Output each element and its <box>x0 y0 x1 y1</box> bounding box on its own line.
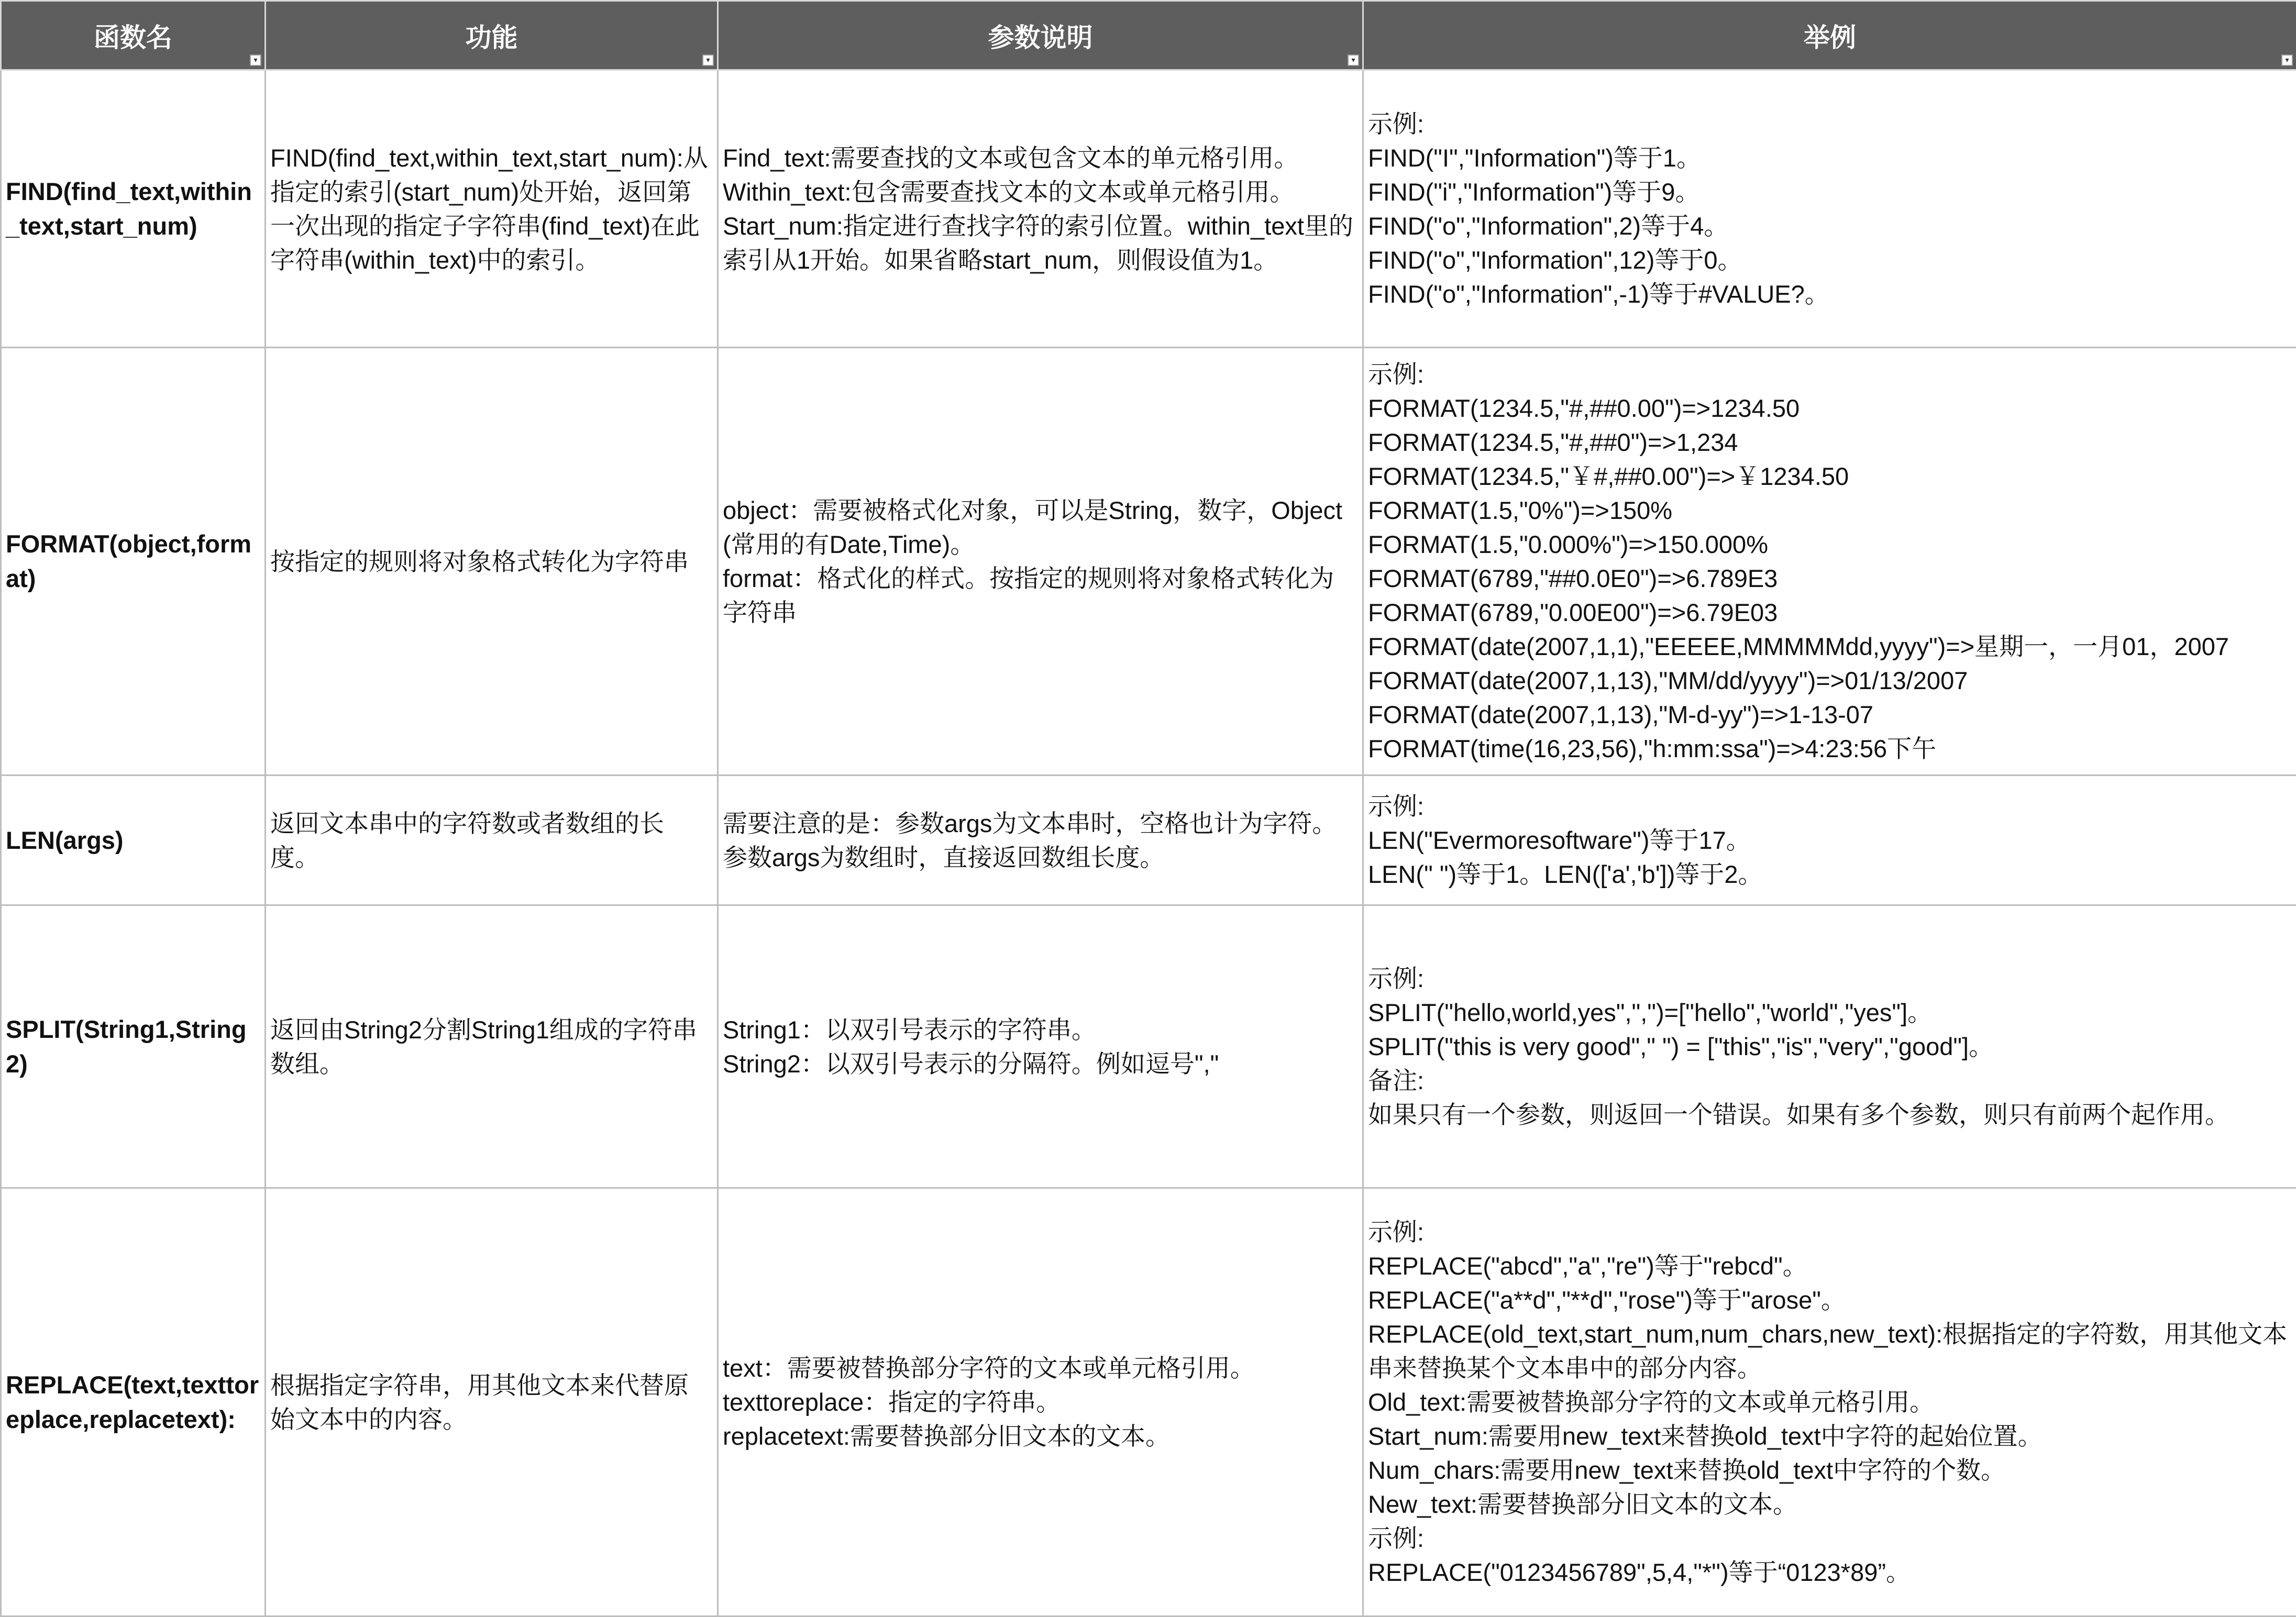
param-line: format：格式化的样式。按指定的规则将对象格式转化为字符串 <box>723 561 1358 629</box>
example-line: 示例: <box>1368 1521 2292 1555</box>
table-row <box>1 348 2296 776</box>
example-line: 示例: <box>1368 789 2292 823</box>
example-line: FIND("I","Information")等于1。 <box>1368 141 2292 175</box>
example-line: FORMAT(6789,"0.00E00")=>6.79E03 <box>1368 595 2292 629</box>
header-function[interactable] <box>266 1 718 70</box>
example-line: 示例: <box>1368 961 2292 995</box>
dropdown-filter-icon[interactable]: ▾ <box>1348 54 1359 66</box>
example-line: REPLACE(old_text,start_num,num_chars,new_text):根据指定的字符数，用其他文本串来替换某个文本串中的部分内容。 <box>1368 1317 2292 1385</box>
cell-example[interactable] <box>1363 348 2296 776</box>
table-row <box>1 70 2296 348</box>
example-line: FIND("o","Information",2)等于4。 <box>1368 209 2292 243</box>
example-line: FIND("i","Information")等于9。 <box>1368 175 2292 209</box>
header-params-label: 参数说明 <box>988 23 1093 52</box>
example-line: SPLIT("hello,world,yes",",")=["hello","world","yes"]。 <box>1368 995 2292 1029</box>
cell-params[interactable] <box>718 348 1363 776</box>
cell-params[interactable] <box>718 1188 1363 1616</box>
cell-function-name[interactable]: REPLACE(text,texttoreplace,replacetext): <box>1 1188 266 1616</box>
cell-function-name[interactable]: FORMAT(object,format) <box>1 348 266 776</box>
cell-example[interactable] <box>1363 70 2296 348</box>
example-line: Old_text:需要被替换部分字符的文本或单元格引用。 <box>1368 1385 2292 1419</box>
example-line: FIND("o","Information",12)等于0。 <box>1368 243 2292 277</box>
header-example-label: 举例 <box>1804 23 1856 52</box>
example-line: FIND("o","Information",-1)等于#VALUE?。 <box>1368 277 2292 311</box>
param-line: text：需要被替换部分字符的文本或单元格引用。 <box>723 1351 1358 1385</box>
header-row <box>1 1 2296 70</box>
table-row <box>1 905 2296 1188</box>
header-name[interactable] <box>1 1 266 70</box>
dropdown-filter-icon[interactable]: ▾ <box>250 54 261 66</box>
example-line: FORMAT(date(2007,1,13),"M-d-yy")=>1-13-07 <box>1368 697 2292 732</box>
cell-example[interactable] <box>1363 1188 2296 1616</box>
cell-function-name[interactable]: SPLIT(String1,String2) <box>1 905 266 1188</box>
cell-function-desc[interactable]: 根据指定字符串，用其他文本来代替原始文本中的内容。 <box>266 1188 718 1616</box>
header-function-label: 功能 <box>466 23 518 52</box>
table-row <box>1 776 2296 905</box>
example-line: FORMAT(6789,"##0.0E0")=>6.789E3 <box>1368 561 2292 595</box>
example-line: FORMAT(1.5,"0.000%")=>150.000% <box>1368 527 2292 561</box>
param-line: 需要注意的是：参数args为文本串时，空格也计为字符。参数args为数组时，直接返回数组长度。 <box>723 806 1358 874</box>
example-line: Start_num:需要用new_text来替换old_text中字符的起始位置。 <box>1368 1419 2292 1453</box>
dropdown-filter-icon[interactable]: ▾ <box>702 54 714 66</box>
example-line: New_text:需要替换部分旧文本的文本。 <box>1368 1487 2292 1521</box>
param-line: Within_text:包含需要查找文本的文本或单元格引用。 <box>723 175 1358 209</box>
example-line: REPLACE("abcd","a","re")等于"rebcd"。 <box>1368 1249 2292 1283</box>
cell-params[interactable] <box>718 70 1363 348</box>
header-example[interactable] <box>1363 1 2296 70</box>
cell-params[interactable] <box>718 776 1363 905</box>
cell-example[interactable] <box>1363 905 2296 1188</box>
example-line: 示例: <box>1368 1215 2292 1249</box>
header-name-label: 函数名 <box>94 23 172 52</box>
param-line: Find_text:需要查找的文本或包含文本的单元格引用。 <box>723 141 1358 175</box>
param-line: replacetext:需要替换部分旧文本的文本。 <box>723 1419 1358 1453</box>
example-line: 如果只有一个参数，则返回一个错误。如果有多个参数，则只有前两个起作用。 <box>1368 1098 2292 1132</box>
param-line: String1：以双引号表示的字符串。 <box>723 1013 1358 1047</box>
header-params[interactable] <box>718 1 1363 70</box>
example-line: 示例: <box>1368 107 2292 141</box>
cell-function-desc[interactable]: 返回文本串中的字符数或者数组的长度。 <box>266 776 718 905</box>
example-line: FORMAT(1234.5,"￥#,##0.00")=>￥1234.50 <box>1368 459 2292 493</box>
example-line: LEN(" ")等于1。LEN(['a','b'])等于2。 <box>1368 857 2292 891</box>
example-line: Num_chars:需要用new_text来替换old_text中字符的个数。 <box>1368 1453 2292 1487</box>
cell-function-name[interactable]: LEN(args) <box>1 776 266 905</box>
cell-function-desc[interactable]: 返回由String2分割String1组成的字符串数组。 <box>266 905 718 1188</box>
example-line: FORMAT(1.5,"0%")=>150% <box>1368 493 2292 527</box>
table-row <box>1 1188 2296 1616</box>
cell-function-desc[interactable]: FIND(find_text,within_text,start_num):从指定的索引(start_num)处开始，返回第一次出现的指定子字符串(find_text)在此字符串(within_text)中的索引。 <box>266 70 718 348</box>
cell-function-name[interactable]: FIND(find_text,within_text,start_num) <box>1 70 266 348</box>
example-line: FORMAT(date(2007,1,13),"MM/dd/yyyy")=>01/13/2007 <box>1368 663 2292 697</box>
example-line: FORMAT(1234.5,"#,##0.00")=>1234.50 <box>1368 391 2292 425</box>
example-line: FORMAT(date(2007,1,1),"EEEEE,MMMMMdd,yyyy")=>星期一，一月01，2007 <box>1368 629 2292 663</box>
example-line: 备注: <box>1368 1064 2292 1098</box>
example-line: LEN("Evermoresoftware")等于17。 <box>1368 823 2292 857</box>
param-line: String2：以双引号表示的分隔符。例如逗号"," <box>723 1047 1358 1081</box>
example-line: REPLACE("0123456789",5,4,"*")等于“0123*89”。 <box>1368 1555 2292 1589</box>
param-line: texttoreplace：指定的字符串。 <box>723 1385 1358 1419</box>
example-line: 示例: <box>1368 357 2292 391</box>
cell-example[interactable] <box>1363 776 2296 905</box>
example-line: REPLACE("a**d","**d","rose")等于"arose"。 <box>1368 1283 2292 1317</box>
cell-params[interactable] <box>718 905 1363 1188</box>
example-line: FORMAT(1234.5,"#,##0")=>1,234 <box>1368 425 2292 459</box>
param-line: object：需要被格式化对象，可以是String，数字，Object(常用的有Date,Time)。 <box>723 493 1358 561</box>
cell-function-desc[interactable]: 按指定的规则将对象格式转化为字符串 <box>266 348 718 776</box>
dropdown-filter-icon[interactable]: ▾ <box>2281 54 2293 66</box>
example-line: SPLIT("this is very good"," ") = ["this","is","very","good"]。 <box>1368 1029 2292 1064</box>
example-line: FORMAT(time(16,23,56),"h:mm:ssa")=>4:23:56下午 <box>1368 732 2292 766</box>
param-line: Start_num:指定进行查找字符的索引位置。within_text里的索引从1开始。如果省略start_num，则假设值为1。 <box>723 209 1358 277</box>
